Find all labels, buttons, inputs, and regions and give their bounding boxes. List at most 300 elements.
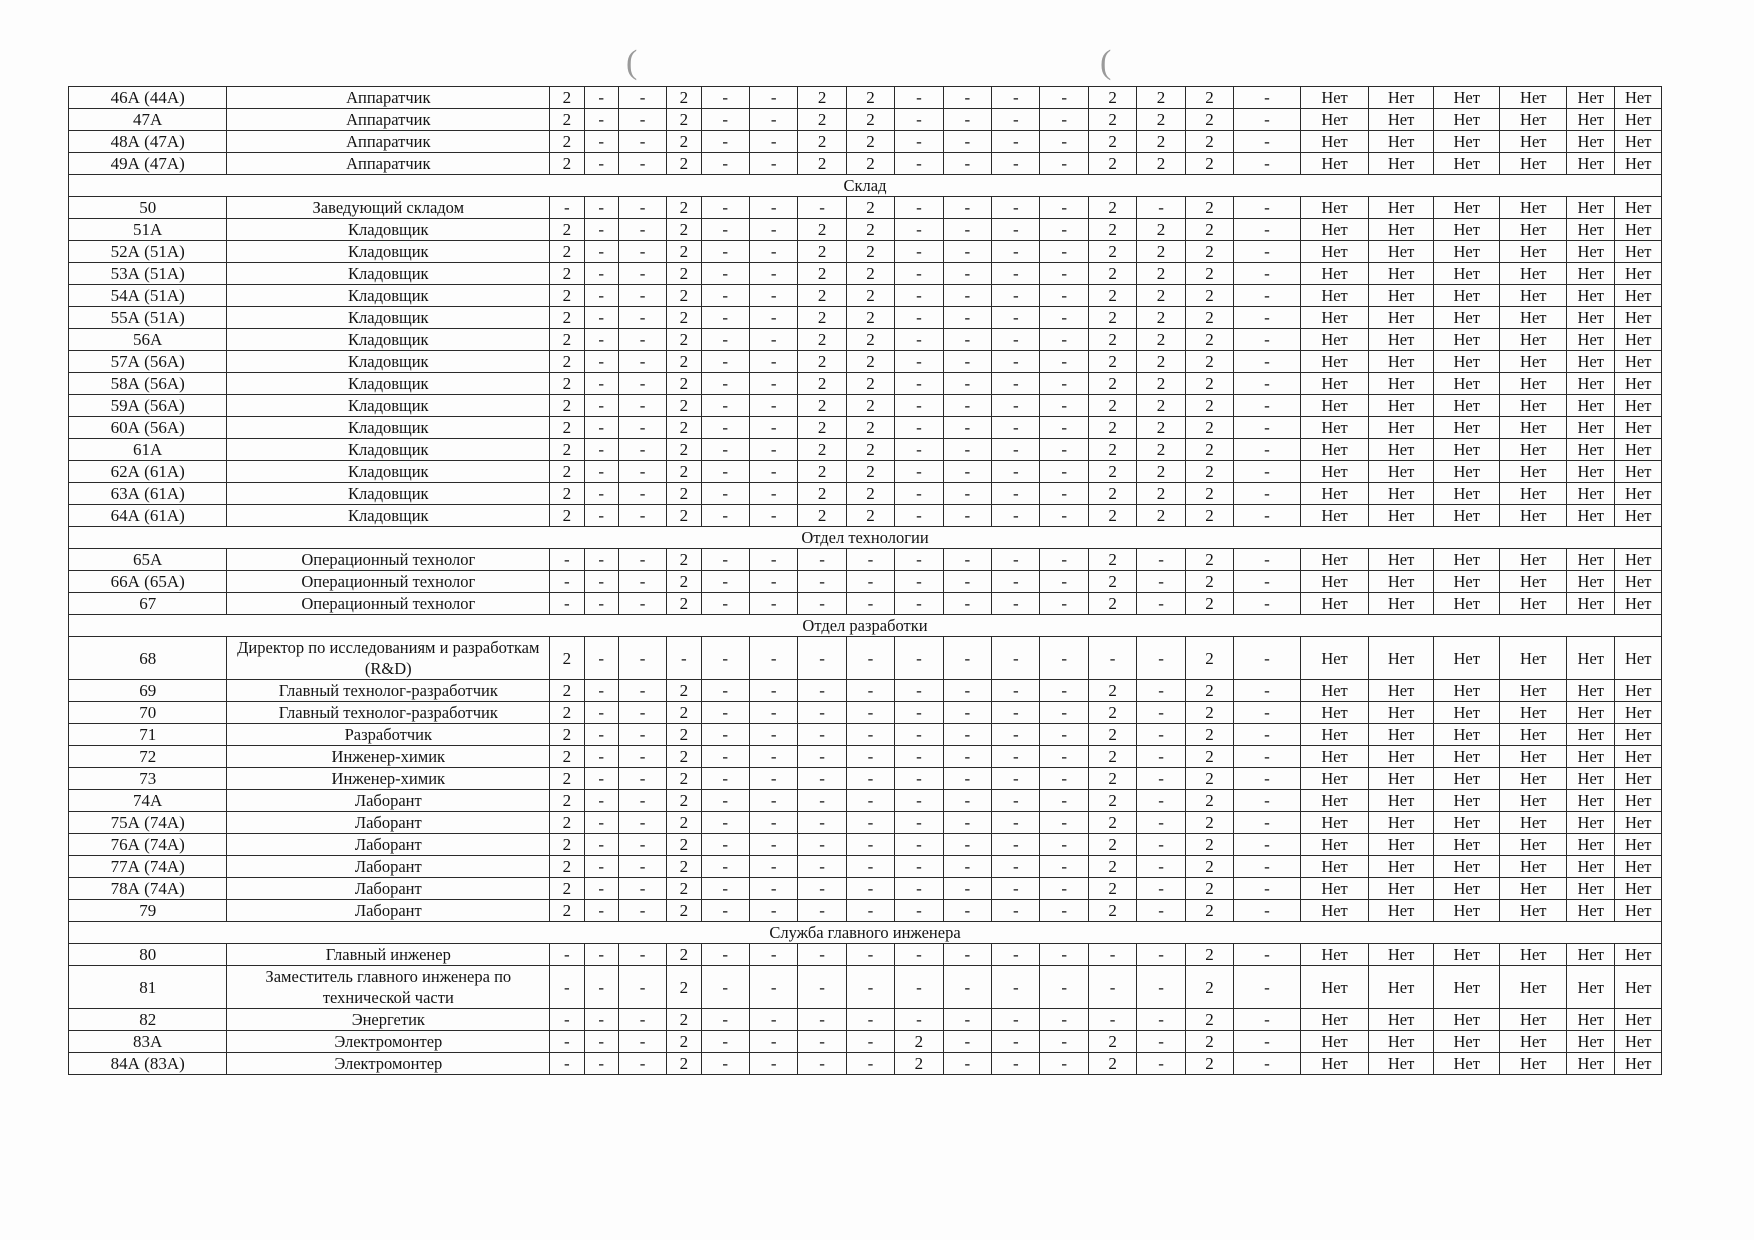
factor-class-cell: - (618, 812, 666, 834)
factor-class-cell: - (846, 724, 894, 746)
factor-class-cell: 2 (550, 461, 584, 483)
guarantee-cell: Нет (1567, 1053, 1615, 1075)
job-title-cell: Инженер-химик (227, 768, 550, 790)
factor-class-cell: 2 (1088, 197, 1136, 219)
guarantee-cell: Нет (1433, 329, 1500, 351)
factor-class-cell: - (1234, 856, 1301, 878)
factor-class-cell: 2 (1185, 307, 1233, 329)
table-row (69, 109, 1662, 131)
factor-class-cell: - (749, 153, 797, 175)
factor-class-cell: - (584, 87, 618, 109)
factor-class-cell: - (992, 461, 1040, 483)
factor-class-cell: - (895, 153, 943, 175)
guarantee-cell: Нет (1369, 702, 1434, 724)
factor-class-cell: - (701, 417, 749, 439)
factor-class-cell: - (584, 307, 618, 329)
workplace-number-cell: 60А (56А) (69, 417, 227, 439)
factor-class-cell: 2 (798, 153, 846, 175)
factor-class-cell: 2 (550, 878, 584, 900)
guarantee-cell: Нет (1369, 219, 1434, 241)
factor-class-cell: - (798, 197, 846, 219)
factor-class-cell: 2 (1088, 900, 1136, 922)
factor-class-cell: - (749, 285, 797, 307)
factor-class-cell: - (667, 637, 701, 680)
guarantee-cell: Нет (1500, 768, 1567, 790)
factor-class-cell: 2 (1088, 746, 1136, 768)
factor-class-cell: - (846, 1031, 894, 1053)
table-row (69, 790, 1662, 812)
guarantee-cell: Нет (1500, 966, 1567, 1009)
factor-class-cell: 2 (667, 966, 701, 1009)
guarantee-cell: Нет (1500, 702, 1567, 724)
factor-class-cell: 2 (798, 131, 846, 153)
factor-class-cell: 2 (846, 461, 894, 483)
factor-class-cell: - (895, 109, 943, 131)
factor-class-cell: - (749, 373, 797, 395)
factor-class-cell: - (895, 746, 943, 768)
factor-class-cell: - (618, 439, 666, 461)
guarantee-cell: Нет (1567, 746, 1615, 768)
factor-class-cell: - (749, 637, 797, 680)
guarantee-cell: Нет (1300, 219, 1369, 241)
factor-class-cell: 2 (895, 1031, 943, 1053)
factor-class-cell: 2 (846, 373, 894, 395)
factor-class-cell: 2 (798, 307, 846, 329)
guarantee-cell: Нет (1567, 812, 1615, 834)
guarantee-cell: Нет (1369, 285, 1434, 307)
guarantee-cell: Нет (1369, 307, 1434, 329)
table-row (69, 395, 1662, 417)
factor-class-cell: - (895, 856, 943, 878)
factor-class-cell: - (618, 746, 666, 768)
factor-class-cell: - (701, 395, 749, 417)
factor-class-cell: - (749, 702, 797, 724)
section-title: Склад (69, 175, 1662, 197)
factor-class-cell: - (846, 834, 894, 856)
guarantee-cell: Нет (1500, 395, 1567, 417)
factor-class-cell: - (895, 790, 943, 812)
factor-class-cell: 2 (1088, 263, 1136, 285)
factor-class-cell: - (992, 329, 1040, 351)
factor-class-cell: 2 (1137, 87, 1185, 109)
factor-class-cell: 2 (1088, 131, 1136, 153)
factor-class-cell: - (749, 109, 797, 131)
factor-class-cell: 2 (667, 307, 701, 329)
factor-class-cell: 2 (1088, 724, 1136, 746)
guarantee-cell: Нет (1300, 263, 1369, 285)
factor-class-cell: 2 (846, 483, 894, 505)
factor-class-cell: - (550, 549, 584, 571)
factor-class-cell: 2 (550, 505, 584, 527)
factor-class-cell: - (749, 790, 797, 812)
table-row (69, 571, 1662, 593)
guarantee-cell: Нет (1567, 395, 1615, 417)
workplace-number-cell: 69 (69, 680, 227, 702)
table-row (69, 153, 1662, 175)
factor-class-cell: - (618, 197, 666, 219)
factor-class-cell: - (895, 131, 943, 153)
factor-class-cell: - (943, 1031, 991, 1053)
factor-class-cell: - (846, 878, 894, 900)
factor-class-cell: - (943, 153, 991, 175)
guarantee-cell: Нет (1433, 351, 1500, 373)
guarantee-cell: Нет (1615, 768, 1662, 790)
factor-class-cell: - (584, 1053, 618, 1075)
factor-class-cell: - (618, 285, 666, 307)
factor-class-cell: - (1234, 241, 1301, 263)
factor-class-cell: 2 (550, 351, 584, 373)
factor-class-cell: 2 (1088, 878, 1136, 900)
factor-class-cell: 2 (1185, 768, 1233, 790)
factor-class-cell: - (1137, 680, 1185, 702)
factor-class-cell: - (798, 834, 846, 856)
job-title-cell: Инженер-химик (227, 746, 550, 768)
guarantee-cell: Нет (1433, 307, 1500, 329)
factor-class-cell: 2 (667, 746, 701, 768)
factor-class-cell: 2 (1137, 395, 1185, 417)
factor-class-cell: - (584, 1009, 618, 1031)
factor-class-cell: - (701, 505, 749, 527)
guarantee-cell: Нет (1433, 593, 1500, 615)
factor-class-cell: - (584, 680, 618, 702)
workplace-number-cell: 66А (65А) (69, 571, 227, 593)
factor-class-cell: - (895, 834, 943, 856)
factor-class-cell: 2 (846, 153, 894, 175)
factor-class-cell: - (1137, 812, 1185, 834)
job-title-cell: Разработчик (227, 724, 550, 746)
factor-class-cell: 2 (1185, 790, 1233, 812)
factor-class-cell: - (1234, 790, 1301, 812)
guarantee-cell: Нет (1500, 461, 1567, 483)
factor-class-cell: - (701, 724, 749, 746)
factor-class-cell: 2 (1185, 351, 1233, 373)
factor-class-cell: 2 (667, 812, 701, 834)
guarantee-cell: Нет (1369, 1031, 1434, 1053)
factor-class-cell: 2 (1185, 571, 1233, 593)
workplace-number-cell: 50 (69, 197, 227, 219)
workplace-number-cell: 47А (69, 109, 227, 131)
workplace-number-cell: 46А (44А) (69, 87, 227, 109)
factor-class-cell: - (1234, 593, 1301, 615)
job-title-cell: Электромонтер (227, 1053, 550, 1075)
guarantee-cell: Нет (1433, 549, 1500, 571)
workplace-number-cell: 51А (69, 219, 227, 241)
factor-class-cell: - (846, 856, 894, 878)
factor-class-cell: - (1137, 593, 1185, 615)
factor-class-cell: 2 (1088, 461, 1136, 483)
factor-class-cell: 2 (667, 593, 701, 615)
factor-class-cell: 2 (667, 680, 701, 702)
guarantee-cell: Нет (1300, 505, 1369, 527)
table-row (69, 197, 1662, 219)
factor-class-cell: - (943, 1053, 991, 1075)
factor-class-cell: - (992, 900, 1040, 922)
factor-class-cell: - (618, 153, 666, 175)
factor-class-cell: 2 (1185, 1009, 1233, 1031)
factor-class-cell: - (701, 1031, 749, 1053)
factor-class-cell: - (1040, 966, 1088, 1009)
factor-class-cell: - (1234, 505, 1301, 527)
factor-class-cell: - (1040, 593, 1088, 615)
guarantee-cell: Нет (1433, 746, 1500, 768)
factor-class-cell: - (992, 746, 1040, 768)
factor-class-cell: - (701, 593, 749, 615)
factor-class-cell: - (618, 395, 666, 417)
factor-class-cell: - (992, 351, 1040, 373)
table-body (69, 87, 1662, 1075)
factor-class-cell: 2 (667, 131, 701, 153)
job-title-cell: Операционный технолог (227, 549, 550, 571)
factor-class-cell: - (992, 395, 1040, 417)
factor-class-cell: - (895, 307, 943, 329)
factor-class-cell: 2 (550, 219, 584, 241)
factor-class-cell: 2 (550, 329, 584, 351)
factor-class-cell: - (1234, 307, 1301, 329)
job-title-cell: Кладовщик (227, 373, 550, 395)
factor-class-cell: 2 (1088, 768, 1136, 790)
guarantee-cell: Нет (1369, 834, 1434, 856)
factor-class-cell: - (584, 153, 618, 175)
guarantee-cell: Нет (1300, 680, 1369, 702)
factor-class-cell: - (749, 219, 797, 241)
factor-class-cell: 2 (550, 153, 584, 175)
factor-class-cell: - (618, 373, 666, 395)
factor-class-cell: - (550, 1053, 584, 1075)
factor-class-cell: 2 (846, 329, 894, 351)
factor-class-cell: 2 (550, 483, 584, 505)
guarantee-cell: Нет (1300, 768, 1369, 790)
guarantee-cell: Нет (1433, 483, 1500, 505)
job-title-cell: Энергетик (227, 1009, 550, 1031)
table-row (69, 505, 1662, 527)
factor-class-cell: - (584, 878, 618, 900)
factor-class-cell: 2 (1088, 702, 1136, 724)
factor-class-cell: - (550, 197, 584, 219)
factor-class-cell: - (749, 505, 797, 527)
guarantee-cell: Нет (1300, 812, 1369, 834)
guarantee-cell: Нет (1615, 966, 1662, 1009)
factor-class-cell: - (618, 483, 666, 505)
guarantee-cell: Нет (1300, 1053, 1369, 1075)
factor-class-cell: - (1040, 724, 1088, 746)
job-title-cell: Кладовщик (227, 483, 550, 505)
guarantee-cell: Нет (1369, 483, 1434, 505)
factor-class-cell: - (1137, 878, 1185, 900)
table-row (69, 285, 1662, 307)
factor-class-cell: - (701, 1009, 749, 1031)
factor-class-cell: - (1234, 702, 1301, 724)
guarantee-cell: Нет (1615, 834, 1662, 856)
factor-class-cell: 2 (1137, 417, 1185, 439)
guarantee-cell: Нет (1615, 1031, 1662, 1053)
factor-class-cell: - (1234, 1009, 1301, 1031)
factor-class-cell: - (798, 571, 846, 593)
factor-class-cell: - (846, 790, 894, 812)
factor-class-cell: - (1234, 197, 1301, 219)
guarantee-cell: Нет (1615, 637, 1662, 680)
factor-class-cell: 2 (667, 1053, 701, 1075)
workplace-number-cell: 75А (74А) (69, 812, 227, 834)
factor-class-cell: - (584, 702, 618, 724)
factor-class-cell: - (846, 549, 894, 571)
factor-class-cell: - (992, 1009, 1040, 1031)
factor-class-cell: - (749, 966, 797, 1009)
factor-class-cell: 2 (550, 702, 584, 724)
factor-class-cell: 2 (667, 197, 701, 219)
factor-class-cell: - (1040, 439, 1088, 461)
factor-class-cell: - (992, 263, 1040, 285)
factor-class-cell: - (895, 878, 943, 900)
factor-class-cell: - (701, 856, 749, 878)
factor-class-cell: - (1137, 790, 1185, 812)
factor-class-cell: - (1040, 505, 1088, 527)
factor-class-cell: 2 (846, 439, 894, 461)
workplace-number-cell: 64А (61А) (69, 505, 227, 527)
factor-class-cell: - (943, 878, 991, 900)
factor-class-cell: - (749, 724, 797, 746)
factor-class-cell: - (1040, 417, 1088, 439)
factor-class-cell: 2 (798, 263, 846, 285)
factor-class-cell: - (1137, 549, 1185, 571)
guarantee-cell: Нет (1369, 1053, 1434, 1075)
table-row (69, 702, 1662, 724)
factor-class-cell: - (749, 1031, 797, 1053)
factor-class-cell: - (701, 878, 749, 900)
factor-class-cell: - (749, 878, 797, 900)
factor-class-cell: - (584, 241, 618, 263)
factor-class-cell: - (618, 1031, 666, 1053)
guarantee-cell: Нет (1369, 900, 1434, 922)
factor-class-cell: - (1137, 746, 1185, 768)
factor-class-cell: - (943, 768, 991, 790)
factor-class-cell: - (943, 571, 991, 593)
factor-class-cell: - (701, 285, 749, 307)
scan-paren-mark-left: ( (626, 44, 638, 81)
factor-class-cell: 2 (1185, 417, 1233, 439)
factor-class-cell: - (584, 439, 618, 461)
factor-class-cell: - (749, 417, 797, 439)
factor-class-cell: - (749, 241, 797, 263)
factor-class-cell: 2 (1137, 483, 1185, 505)
workplace-number-cell: 74А (69, 790, 227, 812)
factor-class-cell: - (1040, 307, 1088, 329)
factor-class-cell: 2 (846, 395, 894, 417)
factor-class-cell: - (943, 1009, 991, 1031)
job-title-cell: Лаборант (227, 834, 550, 856)
factor-class-cell: - (798, 944, 846, 966)
factor-class-cell: 2 (1185, 461, 1233, 483)
factor-class-cell: - (846, 1009, 894, 1031)
guarantee-cell: Нет (1615, 153, 1662, 175)
factor-class-cell: 2 (667, 944, 701, 966)
job-title-cell: Кладовщик (227, 505, 550, 527)
guarantee-cell: Нет (1500, 241, 1567, 263)
factor-class-cell: - (798, 549, 846, 571)
factor-class-cell: - (895, 373, 943, 395)
factor-class-cell: 2 (1185, 593, 1233, 615)
hazard-assessment-table (68, 86, 1662, 1075)
factor-class-cell: 2 (1185, 219, 1233, 241)
workplace-number-cell: 62А (61А) (69, 461, 227, 483)
guarantee-cell: Нет (1567, 724, 1615, 746)
factor-class-cell: - (1040, 461, 1088, 483)
workplace-number-cell: 54А (51А) (69, 285, 227, 307)
factor-class-cell: - (701, 373, 749, 395)
guarantee-cell: Нет (1369, 417, 1434, 439)
factor-class-cell: 2 (667, 373, 701, 395)
factor-class-cell: 2 (798, 219, 846, 241)
factor-class-cell: - (749, 197, 797, 219)
factor-class-cell: - (798, 724, 846, 746)
guarantee-cell: Нет (1300, 571, 1369, 593)
factor-class-cell: - (550, 1009, 584, 1031)
guarantee-cell: Нет (1500, 219, 1567, 241)
guarantee-cell: Нет (1500, 790, 1567, 812)
factor-class-cell: - (550, 593, 584, 615)
job-title-cell: Операционный технолог (227, 593, 550, 615)
factor-class-cell: - (943, 439, 991, 461)
factor-class-cell: - (1234, 417, 1301, 439)
factor-class-cell: 2 (1088, 505, 1136, 527)
guarantee-cell: Нет (1433, 373, 1500, 395)
guarantee-cell: Нет (1369, 966, 1434, 1009)
factor-class-cell: - (618, 768, 666, 790)
table-row (69, 746, 1662, 768)
factor-class-cell: - (584, 593, 618, 615)
factor-class-cell: 2 (798, 505, 846, 527)
factor-class-cell: - (943, 856, 991, 878)
guarantee-cell: Нет (1615, 263, 1662, 285)
guarantee-cell: Нет (1300, 373, 1369, 395)
factor-class-cell: - (846, 746, 894, 768)
guarantee-cell: Нет (1567, 1031, 1615, 1053)
guarantee-cell: Нет (1433, 417, 1500, 439)
factor-class-cell: - (618, 1053, 666, 1075)
factor-class-cell: - (943, 109, 991, 131)
guarantee-cell: Нет (1500, 593, 1567, 615)
guarantee-cell: Нет (1567, 878, 1615, 900)
factor-class-cell: - (1040, 109, 1088, 131)
workplace-number-cell: 55А (51А) (69, 307, 227, 329)
table-row (69, 878, 1662, 900)
factor-class-cell: - (943, 483, 991, 505)
factor-class-cell: - (584, 351, 618, 373)
factor-class-cell: - (1234, 351, 1301, 373)
factor-class-cell: - (749, 571, 797, 593)
section-row (69, 922, 1662, 944)
factor-class-cell: 2 (1185, 680, 1233, 702)
workplace-number-cell: 71 (69, 724, 227, 746)
factor-class-cell: - (1040, 878, 1088, 900)
guarantee-cell: Нет (1300, 549, 1369, 571)
factor-class-cell: - (895, 944, 943, 966)
factor-class-cell: - (895, 417, 943, 439)
factor-class-cell: - (1040, 285, 1088, 307)
factor-class-cell: - (943, 373, 991, 395)
factor-class-cell: 2 (1185, 153, 1233, 175)
factor-class-cell: - (584, 219, 618, 241)
workplace-number-cell: 78А (74А) (69, 878, 227, 900)
guarantee-cell: Нет (1615, 593, 1662, 615)
factor-class-cell: - (550, 944, 584, 966)
factor-class-cell: - (798, 812, 846, 834)
factor-class-cell: - (798, 1031, 846, 1053)
guarantee-cell: Нет (1500, 483, 1567, 505)
factor-class-cell: - (1234, 263, 1301, 285)
guarantee-cell: Нет (1500, 505, 1567, 527)
factor-class-cell: - (1234, 285, 1301, 307)
workplace-number-cell: 65А (69, 549, 227, 571)
